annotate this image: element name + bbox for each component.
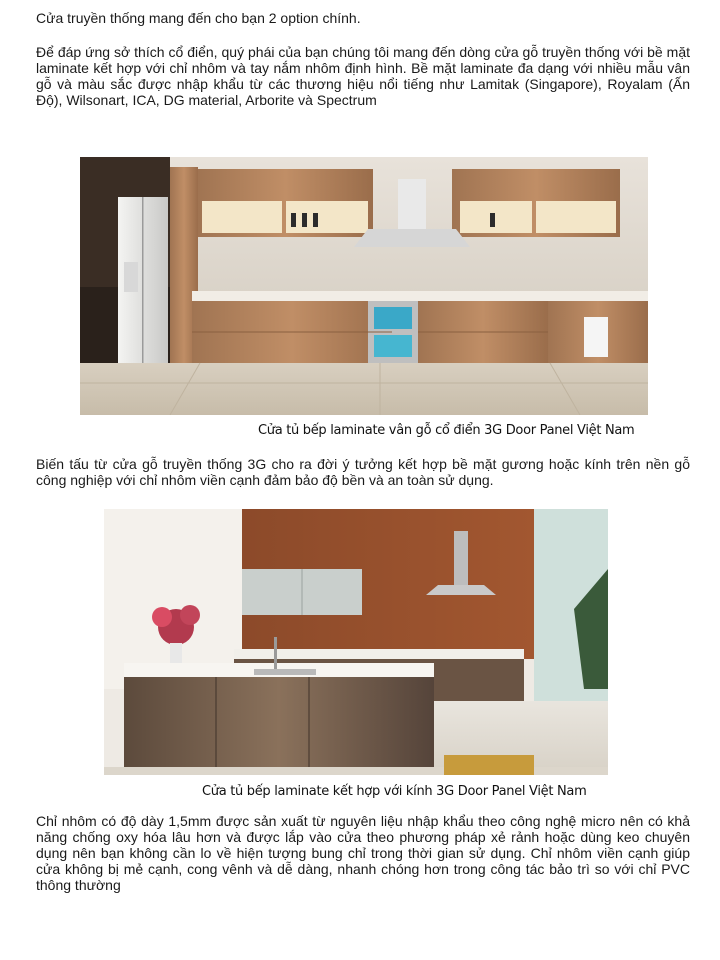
glass-variant-paragraph: Biến tấu từ cửa gỗ truyền thống 3G cho ra đời ý tưởng kết hợp bề mặt gương hoặc kính trên nền gỗ công nghiệp với chỉ nhôm viền cạnh đảm bảo độ bền và an toàn sử dụng. xyxy=(36,456,690,488)
intro-paragraph: Cửa truyền thống mang đến cho bạn 2 option chính. xyxy=(36,10,361,26)
laminate-glass-kitchen-photo xyxy=(104,509,608,775)
figure-caption-1: Cửa tủ bếp laminate vân gỗ cổ điển 3G Door Panel Việt Nam xyxy=(258,423,635,438)
aluminum-trim-paragraph: Chỉ nhôm có độ dày 1,5mm được sản xuất từ nguyên liệu nhập khẩu theo công nghệ micro nên có khả năng chống oxy hóa lâu hơn và được lắp vào cửa theo phương pháp xẻ rảnh hoặc dùng keo chuyên dụng nên bạn không cần lo về hiện tượng bung chỉ trong thời gian sử dụng. Chỉ nhôm viền cạnh giúp cửa không bị mẻ cạnh, cong vênh và dễ dàng, nhanh chóng hơn trong công tác bảo trì so với chỉ PVC thông thường xyxy=(36,813,690,893)
laminate-kitchen-photo xyxy=(80,157,648,415)
figure-caption-2: Cửa tủ bếp laminate kết hợp với kính 3G Door Panel Việt Nam xyxy=(202,784,587,799)
laminate-description-paragraph: Để đáp ứng sở thích cổ điển, quý phái của bạn chúng tôi mang đến dòng cửa gỗ truyền thống với bề mặt laminate kết hợp với chỉ nhôm và tay nắm nhôm định hình. Bề mặt laminate đa dạng với nhiều mẫu vân gỗ và màu sắc được nhập khẩu từ các thương hiệu nổi tiếng như Lamitak (Singapore), Royalam (Ấn Độ), Wilsonart, ICA, DG material, Arborite và Spectrum xyxy=(36,44,690,108)
